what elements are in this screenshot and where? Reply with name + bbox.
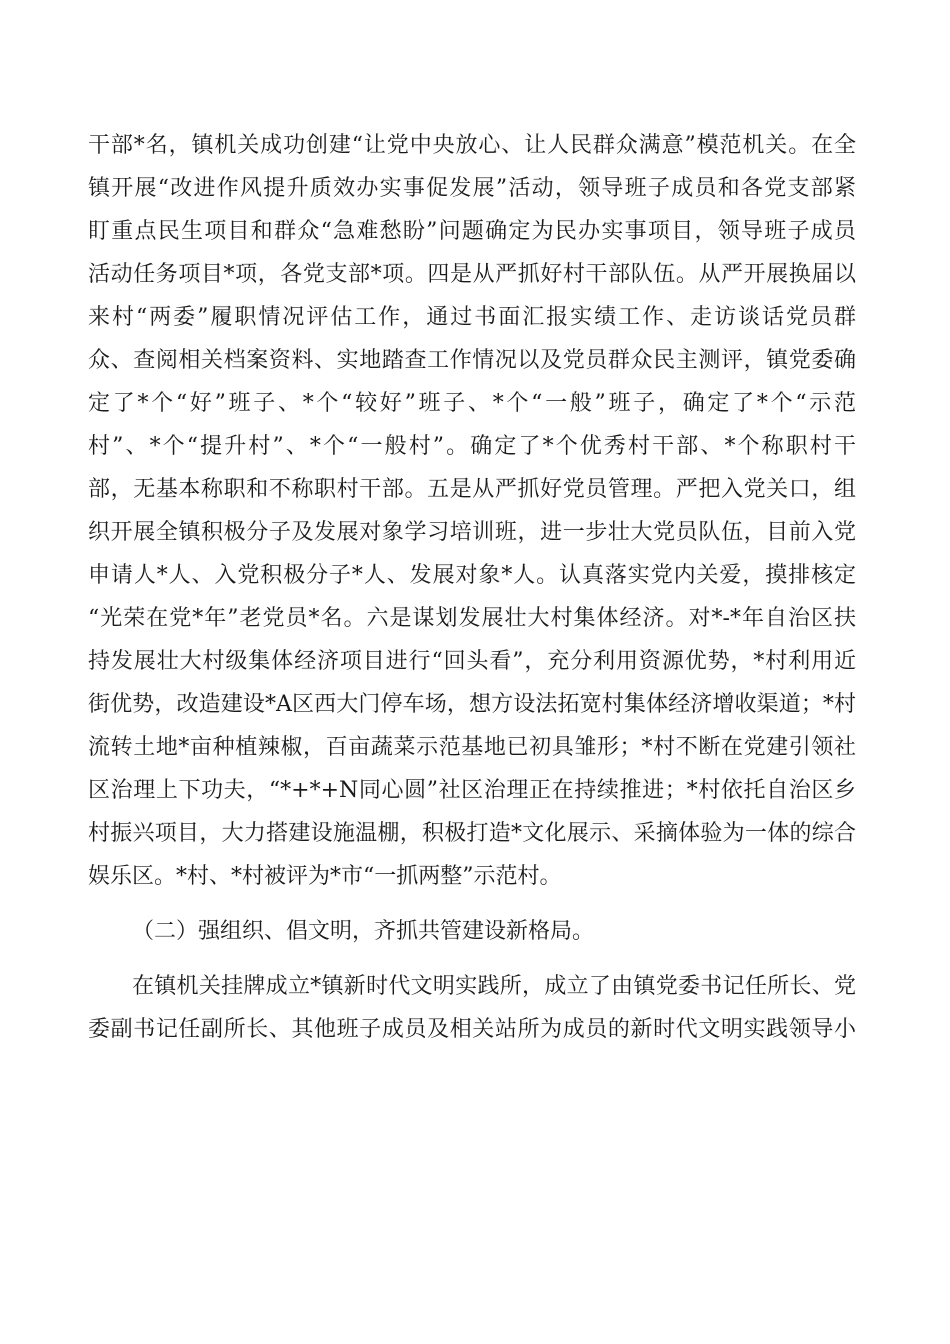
text-line: 委副书记任副所长、其他班子成员及相关站所为成员的新时代文明实践领导小 <box>88 1017 856 1042</box>
text-line: 定了*个“好”班子、*个“较好”班子、*个“一般”班子，确定了*个“示范 <box>88 391 856 416</box>
text-line: 干部*名，镇机关成功创建“让党中央放心、让人民群众满意”模范机关。在全 <box>88 133 856 158</box>
text-line: 活动任务项目*项，各党支部*项。四是从严抓好村干部队伍。从严开展换届以 <box>88 262 856 287</box>
paragraph-1 <box>88 124 856 898</box>
section-heading: （二）强组织、倡文明，齐抓共管建设新格局。 <box>132 919 595 944</box>
text-line: 流转土地*亩种植辣椒，百亩蔬菜示范基地已初具雏形；*村不断在党建引领社 <box>88 735 856 760</box>
text-line: 织开展全镇积极分子及发展对象学习培训班，进一步壮大党员队伍，目前入党 <box>88 520 856 545</box>
text-line: 盯重点民生项目和群众“急难愁盼”问题确定为民办实事项目，领导班子成员 <box>88 219 856 244</box>
text-line: 村”、*个“提升村”、*个“一般村”。确定了*个优秀村干部、*个称职村干 <box>88 434 856 459</box>
text-line: 区治理上下功夫，“*+*+N同心圆”社区治理正在持续推进；*村依托自治区乡 <box>88 778 856 803</box>
text-line: 在镇机关挂牌成立*镇新时代文明实践所，成立了由镇党委书记任所长、党 <box>132 974 856 999</box>
text-line: 申请人*人、入党积极分子*人、发展对象*人。认真落实党内关爱，摸排核定 <box>88 563 856 588</box>
text-line: “光荣在党*年”老党员*名。六是谋划发展壮大村集体经济。对*-*年自治区扶 <box>88 606 856 631</box>
text-line: 镇开展“改进作风提升质效办实事促发展”活动，领导班子成员和各党支部紧 <box>88 176 856 201</box>
document-body <box>88 124 856 1051</box>
text-line: 街优势，改造建设*A区西大门停车场，想方设法拓宽村集体经济增收渠道；*村 <box>88 692 856 717</box>
text-line: 来村“两委”履职情况评估工作，通过书面汇报实绩工作、走访谈话党员群 <box>88 305 856 330</box>
text-line: 娱乐区。*村、*村被评为*市“一抓两整”示范村。 <box>88 864 562 889</box>
text-line: 村振兴项目，大力搭建设施温棚，积极打造*文化展示、采摘体验为一体的综合 <box>88 821 856 846</box>
text-line: 众、查阅相关档案资料、实地踏查工作情况以及党员群众民主测评，镇党委确 <box>88 348 856 373</box>
text-line: 部，无基本称职和不称职村干部。五是从严抓好党员管理。严把入党关口，组 <box>88 477 856 502</box>
paragraph-2 <box>88 965 856 1051</box>
text-line: 持发展壮大村级集体经济项目进行“回头看”，充分利用资源优势，*村利用近 <box>88 649 856 674</box>
